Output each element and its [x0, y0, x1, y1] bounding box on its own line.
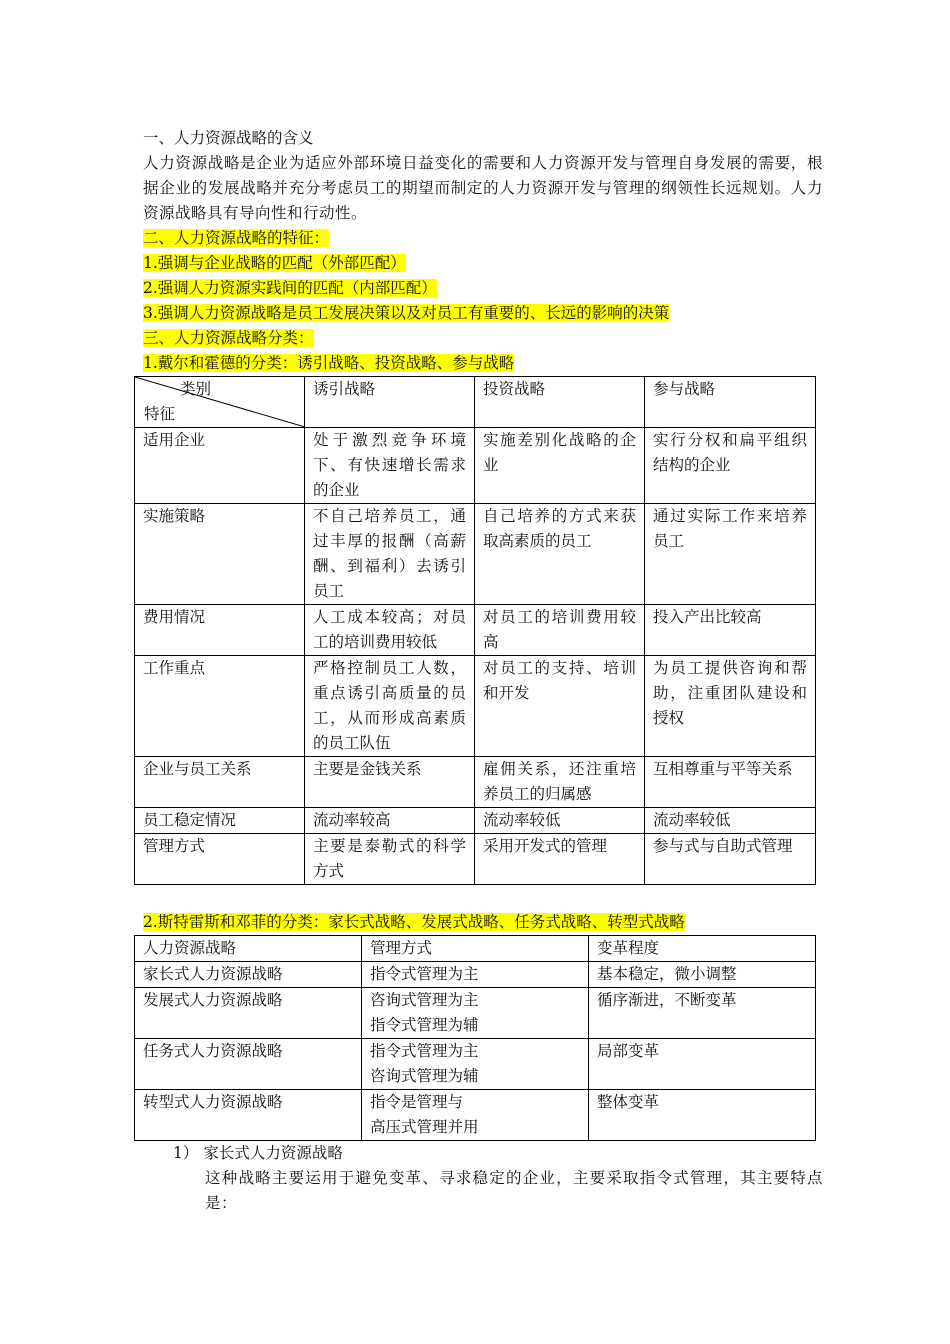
section1-body: 人力资源战略是企业为适应外部环境日益变化的需要和人力资源开发与管理自身发展的需要，根据企业的发展战略并充分考虑员工的期望而制定的人力资源开发与管理的纲领性长远规划。人力资源战略具有导向性和行动性。 [143, 154, 823, 222]
table-cell: 流动率较低 [475, 808, 645, 834]
classification-1-title: 1.戴尔和霍德的分类：诱引战略、投资战略、参与战略 [143, 354, 515, 372]
row-label: 管理方式 [135, 834, 305, 885]
table-row [135, 428, 816, 504]
table-row [135, 808, 816, 834]
table-cell: 严格控制员工人数，重点诱引高质量的员工，从而形成高素质的员工队伍 [305, 656, 475, 757]
table-row [135, 656, 816, 757]
table-cell: 转型式人力资源战略 [135, 1090, 362, 1141]
section3-heading: 三、人力资源战略分类： [143, 329, 314, 347]
table-cell: 对员工的培训费用较高 [475, 605, 645, 656]
table-cell: 基本稳定，微小调整 [589, 962, 816, 988]
table-row [135, 757, 816, 808]
table-cell: 对员工的支持、培训和开发 [475, 656, 645, 757]
table-row [135, 1090, 816, 1141]
list-item-title: 家长式人力资源战略 [203, 1144, 343, 1162]
section1-heading: 一、人力资源战略的含义 [143, 129, 314, 147]
table-cell: 任务式人力资源战略 [135, 1039, 362, 1090]
table-cell: 循序渐进，不断变革 [589, 988, 816, 1039]
table-row [135, 834, 816, 885]
table-cell: 通过实际工作来培养员工 [645, 504, 816, 605]
table-cell: 为员工提供咨询和帮助，注重团队建设和授权 [645, 656, 816, 757]
table-cell: 不自己培养员工，通过丰厚的报酬（高薪酬、到福利）去诱引员工 [305, 504, 475, 605]
column-header: 管理方式 [362, 936, 589, 962]
table-header-row [135, 936, 816, 962]
table-cell: 局部变革 [589, 1039, 816, 1090]
table-cell: 指令是管理与 高压式管理并用 [362, 1090, 589, 1141]
table-row [135, 988, 816, 1039]
table-cell: 人工成本较高；对员工的培训费用较低 [305, 605, 475, 656]
table-cell: 家长式人力资源战略 [135, 962, 362, 988]
table-cell: 实行分权和扁平组织结构的企业 [645, 428, 816, 504]
table-cell: 流动率较高 [305, 808, 475, 834]
row-label: 适用企业 [135, 428, 305, 504]
table-cell: 发展式人力资源战略 [135, 988, 362, 1039]
table-header-row [135, 377, 816, 428]
table-cell: 主要是泰勒式的科学方式 [305, 834, 475, 885]
table-cell: 整体变革 [589, 1090, 816, 1141]
table-row [135, 504, 816, 605]
row-label: 工作重点 [135, 656, 305, 757]
classification-1-table [134, 376, 816, 885]
table-cell: 流动率较低 [645, 808, 816, 834]
table-cell: 投入产出比较高 [645, 605, 816, 656]
table-cell: 采用开发式的管理 [475, 834, 645, 885]
feature-item-1: 1.强调与企业战略的匹配（外部匹配） [143, 254, 406, 272]
table-cell: 指令式管理为主 [362, 962, 589, 988]
column-header: 参与战略 [645, 377, 816, 428]
list-item-body: 这种战略主要运用于避免变革、寻求稳定的企业，主要采取指令式管理，其主要特点是： [205, 1169, 823, 1212]
table-cell: 主要是金钱关系 [305, 757, 475, 808]
document-page [143, 126, 823, 1216]
classification-2-title: 2.斯特雷斯和邓菲的分类：家长式战略、发展式战略、任务式战略、转型式战略 [143, 913, 685, 931]
list-item [173, 1141, 823, 1166]
row-label: 员工稳定情况 [135, 808, 305, 834]
column-header: 变革程度 [589, 936, 816, 962]
row-label: 费用情况 [135, 605, 305, 656]
column-header: 投资战略 [475, 377, 645, 428]
table-cell: 雇佣关系，还注重培养员工的归属感 [475, 757, 645, 808]
table-cell: 自己培养的方式来获取高素质的员工 [475, 504, 645, 605]
feature-item-3: 3.强调人力资源战略是员工发展决策以及对员工有重要的、长远的影响的决策 [143, 304, 670, 322]
section2-heading: 二、人力资源战略的特征： [143, 229, 330, 247]
column-header: 人力资源战略 [135, 936, 362, 962]
table-cell: 咨询式管理为主 指令式管理为辅 [362, 988, 589, 1039]
classification-2-table [134, 935, 816, 1141]
table-row [135, 1039, 816, 1090]
corner-label-feature: 特征 [144, 405, 176, 423]
table-cell: 参与式与自助式管理 [645, 834, 816, 885]
table-cell: 互相尊重与平等关系 [645, 757, 816, 808]
feature-item-2: 2.强调人力资源实践间的匹配（内部匹配） [143, 279, 437, 297]
corner-label-category: 类别 [180, 380, 212, 398]
table-row [135, 605, 816, 656]
table-cell: 指令式管理为主 咨询式管理为辅 [362, 1039, 589, 1090]
table-row [135, 962, 816, 988]
table-cell: 实施差别化战略的企业 [475, 428, 645, 504]
column-header: 诱引战略 [305, 377, 475, 428]
table-cell: 处于激烈竞争环境下、有快速增长需求的企业 [305, 428, 475, 504]
list-marker: 1） [173, 1144, 199, 1162]
diagonal-header-cell [135, 377, 305, 428]
row-label: 企业与员工关系 [135, 757, 305, 808]
row-label: 实施策略 [135, 504, 305, 605]
